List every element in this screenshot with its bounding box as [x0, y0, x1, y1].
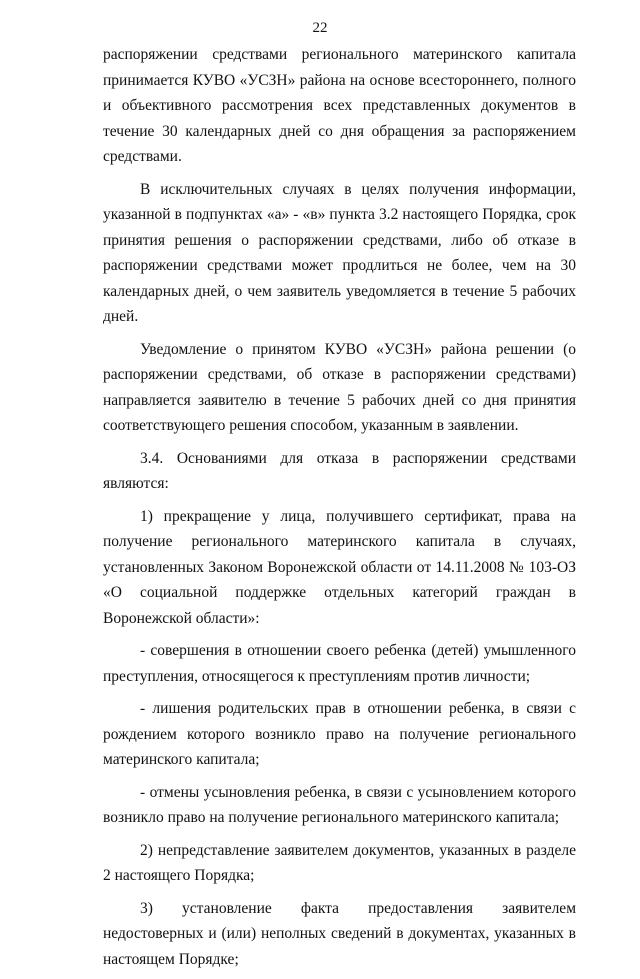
paragraph-term-extension: В исключительных случаях в целях получения информации, указанной в подпунктах «а» - «в» пункта 3.2 настоящего Порядка, срок принятия решения о распоряжении средствами, либо об отказе в распоряжении средствами может продлиться не более, чем на 30 календарных дней, о чем заявитель уведомляется в течение 5 рабочих дней. [103, 180, 576, 325]
paragraph-ground-1-item-crime: - совершения в отношении своего ребенка (детей) умышленного преступления, относящегося к преступлениям против личности; [103, 642, 576, 685]
paragraph-refusal-grounds-heading: 3.4. Основаниями для отказа в распоряжении средствами являются: [103, 449, 576, 492]
page-number: 22 [312, 20, 328, 36]
paragraph-ground-3: 3) установление факта предоставления заявителем недостоверных и (или) неполных сведений в документах, указанных в настоящем Порядке; [103, 899, 576, 968]
paragraph-ground-1: 1) прекращение у лица, получившего сертификат, права на получение регионального материнского капитала в случаях, установленных Законом Воронежской области от 14.11.2008 № 103-ОЗ «О социальной поддержке отдельных категорий граждан в Воронежской области»: [103, 507, 576, 627]
document-body [103, 42, 576, 979]
paragraph-ground-1-item-adoption: - отмены усыновления ребенка, в связи с усыновлением которого возникло право на получение регионального материнского капитала; [103, 783, 576, 826]
paragraph-ground-2: 2) непредставление заявителем документов, указанных в разделе 2 настоящего Порядка; [103, 841, 576, 884]
paragraph-decision-term: распоряжении средствами регионального материнского капитала принимается КУВО «УСЗН» района на основе всестороннего, полного и объективного рассмотрения всех представленных документов в течение 30 календарных дней со дня обращения за распоряжением средствами. [103, 46, 576, 165]
paragraph-notification: Уведомление о принятом КУВО «УСЗН» района решении (о распоряжении средствами, об отказе в распоряжении средствами) направляется заявителю в течение 5 рабочих дней со дня принятия соответствующего решения способом, указанным в заявлении. [103, 340, 576, 434]
paragraph-ground-1-item-parental-rights: - лишения родительских прав в отношении ребенка, в связи с рождением которого возникло право на получение регионального материнского капитала; [103, 700, 576, 768]
